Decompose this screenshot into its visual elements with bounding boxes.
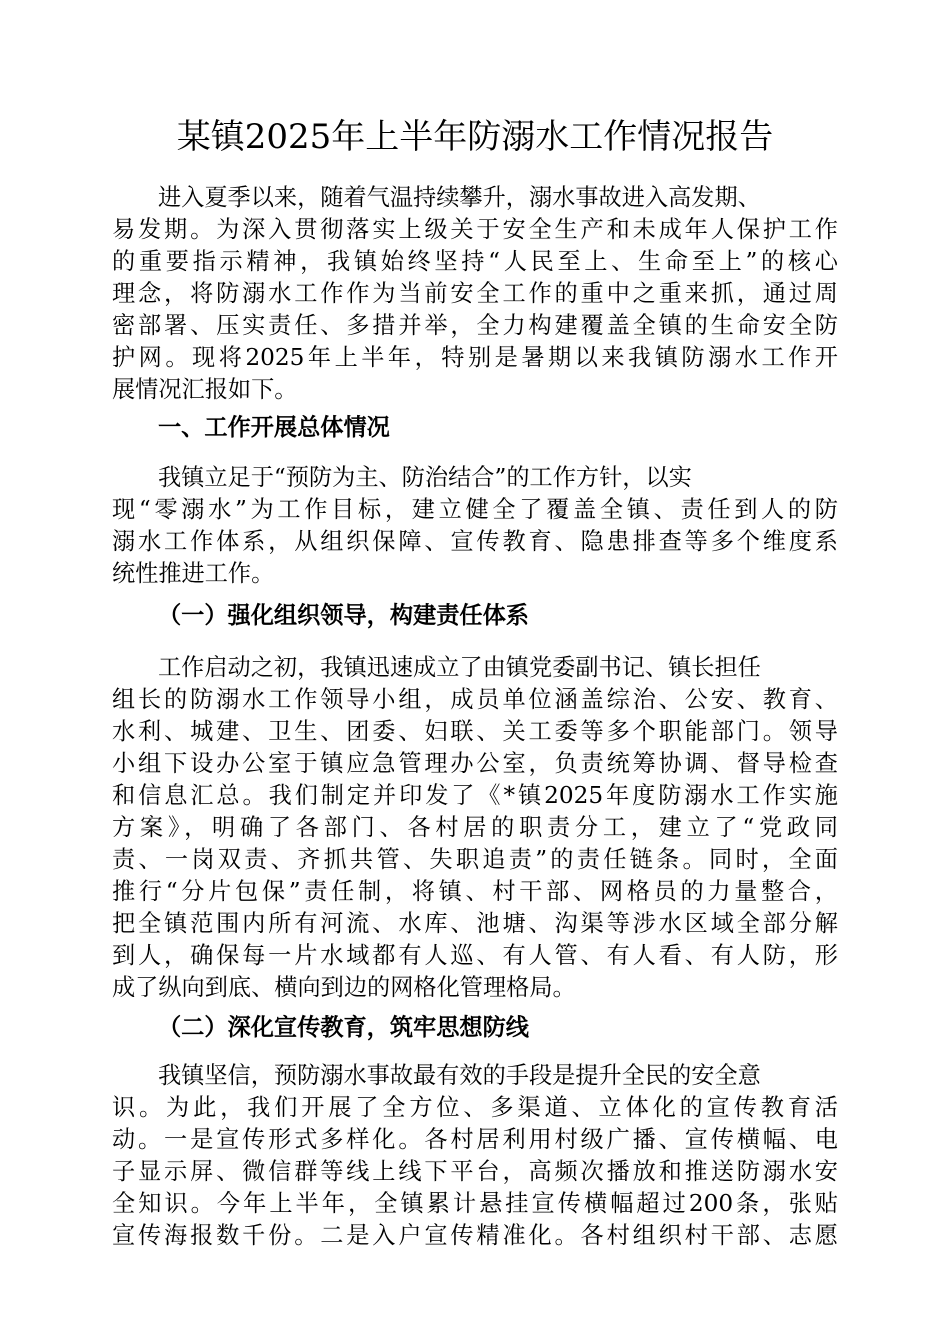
subsection1-line: 组长的防溺水工作领导小组，成员单位涵盖综治、公安、教育、 xyxy=(112,686,838,713)
intro-line: 的重要指示精神，我镇始终坚持“人民至上、生命至上”的核心 xyxy=(112,248,838,275)
subsection2-line: 识。为此，我们开展了全方位、多渠道、立体化的宣传教育活 xyxy=(112,1094,838,1121)
subsection1-line: 成了纵向到底、横向到边的网格化管理格局。 xyxy=(112,974,576,1001)
section1-line: 溺水工作体系，从组织保障、宣传教育、隐患排查等多个维度系 xyxy=(112,528,838,555)
document-title: 某镇2025年上半年防溺水工作情况报告 xyxy=(176,117,774,157)
subsection2-line: 我镇坚信，预防溺水事故最有效的手段是提升全民的安全意 xyxy=(158,1062,761,1089)
subsection-heading: （二）深化宣传教育，筑牢思想防线 xyxy=(158,1014,529,1041)
subsection2-line: 动。一是宣传形式多样化。各村居利用村级广播、宣传横幅、电 xyxy=(112,1126,838,1153)
subsection1-line: 水利、城建、卫生、团委、妇联、关工委等多个职能部门。领导 xyxy=(112,718,838,745)
intro-line: 理念，将防溺水工作作为当前安全工作的重中之重来抓，通过周 xyxy=(112,280,838,307)
subsection1-line: 责、一岗双责、齐抓共管、失职追责”的责任链条。同时，全面 xyxy=(112,846,838,873)
intro-line: 护网。现将2025年上半年，特别是暑期以来我镇防溺水工作开 xyxy=(112,344,838,371)
section-heading: 一、工作开展总体情况 xyxy=(158,414,390,441)
section1-line: 统性推进工作。 xyxy=(112,560,275,587)
intro-line: 密部署、压实责任、多措并举，全力构建覆盖全镇的生命安全防 xyxy=(112,312,838,339)
intro-line: 进入夏季以来，随着气温持续攀升，溺水事故进入高发期、 xyxy=(158,184,761,211)
intro-line: 展情况汇报如下。 xyxy=(112,376,298,403)
subsection2-line: 子显示屏、微信群等线上线下平台，高频次播放和推送防溺水安 xyxy=(112,1158,838,1185)
subsection2-line: 全知识。今年上半年，全镇累计悬挂宣传横幅超过200条，张贴 xyxy=(112,1190,838,1217)
intro-line: 易发期。为深入贯彻落实上级关于安全生产和未成年人保护工作 xyxy=(112,216,838,243)
subsection-heading: （一）强化组织领导，构建责任体系 xyxy=(158,602,529,629)
subsection2-line: 宣传海报数千份。二是入户宣传精准化。各村组织村干部、志愿 xyxy=(112,1222,838,1249)
subsection1-line: 推行“分片包保”责任制，将镇、村干部、网格员的力量整合， xyxy=(112,878,838,905)
subsection1-line: 小组下设办公室于镇应急管理办公室，负责统筹协调、督导检查 xyxy=(112,750,838,777)
subsection1-line: 把全镇范围内所有河流、水库、池塘、沟渠等涉水区域全部分解 xyxy=(112,910,838,937)
subsection1-line: 工作启动之初，我镇迅速成立了由镇党委副书记、镇长担任 xyxy=(158,654,761,681)
subsection1-line: 到人，确保每一片水域都有人巡、有人管、有人看、有人防，形 xyxy=(112,942,838,969)
subsection1-line: 方案》，明确了各部门、各村居的职责分工，建立了“党政同 xyxy=(112,814,838,841)
section1-line: 我镇立足于“预防为主、防治结合”的工作方针，以实 xyxy=(158,464,692,491)
subsection1-line: 和信息汇总。我们制定并印发了《*镇2025年度防溺水工作实施 xyxy=(112,782,838,809)
section1-line: 现“零溺水”为工作目标，建立健全了覆盖全镇、责任到人的防 xyxy=(112,496,838,523)
